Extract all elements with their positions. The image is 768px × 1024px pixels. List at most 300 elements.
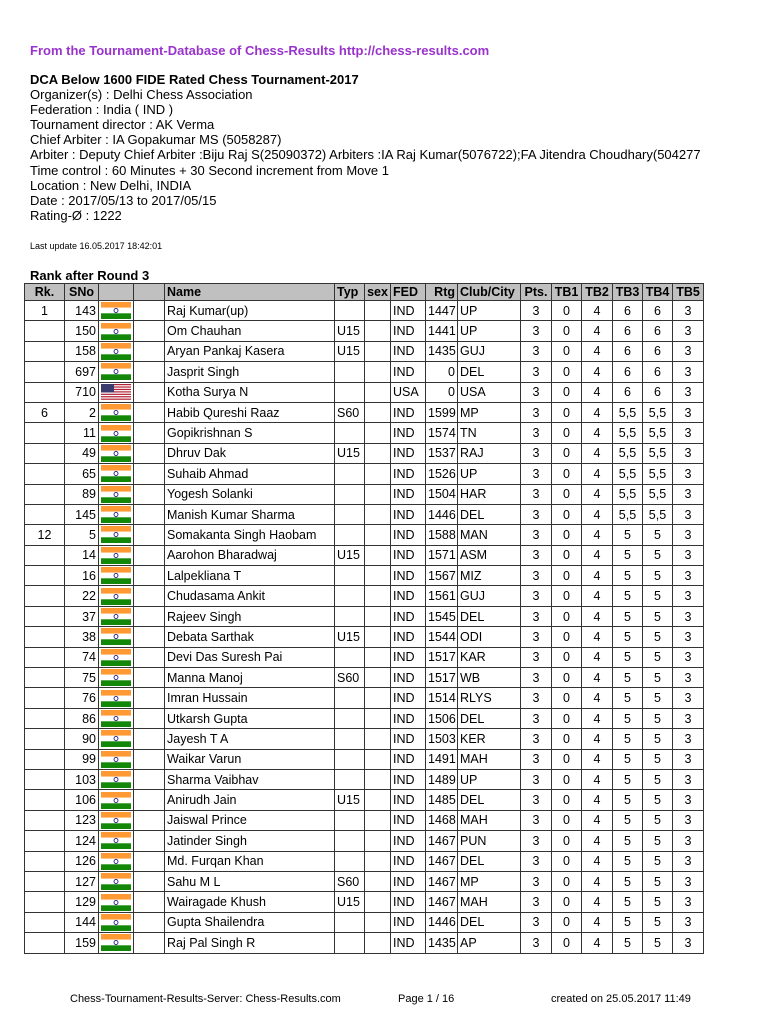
table-row xyxy=(25,933,704,953)
cell-tb4: 5 xyxy=(643,831,673,851)
table-row xyxy=(25,301,704,321)
cell-fed: IND xyxy=(391,464,426,484)
table-row xyxy=(25,423,704,443)
cell-tb2: 4 xyxy=(582,362,613,382)
footer-page: Page 1 / 16 xyxy=(398,993,455,1005)
cell-club: GUJ xyxy=(458,586,521,606)
cell-name: Manna Manoj xyxy=(165,668,335,688)
cell-club: UP xyxy=(458,464,521,484)
header-points: Pts. xyxy=(521,284,552,301)
india-flag-icon xyxy=(99,627,134,647)
india-flag-icon xyxy=(99,688,134,708)
cell-rank xyxy=(25,647,65,667)
cell-sex xyxy=(365,729,391,749)
table-row xyxy=(25,382,704,402)
cell-fed: IND xyxy=(391,545,426,565)
table-row xyxy=(25,606,704,626)
header-blank xyxy=(134,284,165,301)
cell-tb3: 5 xyxy=(613,851,643,871)
cell-club: MIZ xyxy=(458,566,521,586)
cell-tb5: 3 xyxy=(673,810,704,830)
table-row xyxy=(25,586,704,606)
cell-rating: 1574 xyxy=(426,423,458,443)
cell-typ: U15 xyxy=(335,321,365,341)
cell-tb1: 0 xyxy=(552,566,582,586)
india-flag-icon xyxy=(99,708,134,728)
cell-fed: IND xyxy=(391,341,426,361)
table-row xyxy=(25,708,704,728)
cell-rank: 1 xyxy=(25,301,65,321)
cell-rating: 1489 xyxy=(426,769,458,789)
cell-sno: 143 xyxy=(65,301,99,321)
cell-sex xyxy=(365,341,391,361)
cell-tb2: 4 xyxy=(582,586,613,606)
cell-rank xyxy=(25,586,65,606)
cell-sno: 76 xyxy=(65,688,99,708)
cell-club: KAR xyxy=(458,647,521,667)
cell-blank xyxy=(134,627,165,647)
header-tb5: TB5 xyxy=(673,284,704,301)
cell-points: 3 xyxy=(521,668,552,688)
cell-blank xyxy=(134,871,165,891)
cell-sex xyxy=(365,301,391,321)
cell-typ xyxy=(335,464,365,484)
cell-name: Wairagade Khush xyxy=(165,892,335,912)
cell-points: 3 xyxy=(521,688,552,708)
cell-tb2: 4 xyxy=(582,668,613,688)
header-typ: Typ xyxy=(335,284,365,301)
india-flag-icon xyxy=(99,402,134,422)
cell-tb5: 3 xyxy=(673,382,704,402)
cell-rank xyxy=(25,627,65,647)
india-flag-icon xyxy=(99,871,134,891)
cell-tb5: 3 xyxy=(673,504,704,524)
cell-blank xyxy=(134,484,165,504)
cell-name: Devi Das Suresh Pai xyxy=(165,647,335,667)
cell-name: Imran Hussain xyxy=(165,688,335,708)
cell-sno: 14 xyxy=(65,545,99,565)
table-row xyxy=(25,769,704,789)
india-flag-icon xyxy=(99,525,134,545)
cell-tb1: 0 xyxy=(552,668,582,688)
cell-rating: 1467 xyxy=(426,871,458,891)
cell-tb4: 5 xyxy=(643,851,673,871)
cell-rank xyxy=(25,871,65,891)
cell-club: GUJ xyxy=(458,341,521,361)
cell-tb1: 0 xyxy=(552,341,582,361)
cell-sex xyxy=(365,933,391,953)
cell-tb2: 4 xyxy=(582,749,613,769)
cell-sex xyxy=(365,525,391,545)
cell-tb3: 5 xyxy=(613,688,643,708)
cell-fed: IND xyxy=(391,484,426,504)
cell-blank xyxy=(134,545,165,565)
table-row xyxy=(25,729,704,749)
cell-typ xyxy=(335,484,365,504)
cell-points: 3 xyxy=(521,504,552,524)
table-row xyxy=(25,545,704,565)
cell-sex xyxy=(365,443,391,463)
cell-tb3: 5 xyxy=(613,566,643,586)
source-link[interactable]: From the Tournament-Database of Chess-Results http://chess-results.com xyxy=(30,43,490,58)
cell-rank xyxy=(25,606,65,626)
cell-fed: IND xyxy=(391,851,426,871)
cell-tb5: 3 xyxy=(673,443,704,463)
cell-tb5: 3 xyxy=(673,708,704,728)
cell-tb4: 5 xyxy=(643,871,673,891)
cell-tb3: 5,5 xyxy=(613,443,643,463)
cell-tb2: 4 xyxy=(582,729,613,749)
cell-rating: 1485 xyxy=(426,790,458,810)
cell-rating: 0 xyxy=(426,382,458,402)
cell-sno: 5 xyxy=(65,525,99,545)
cell-tb2: 4 xyxy=(582,688,613,708)
cell-tb4: 5,5 xyxy=(643,423,673,443)
cell-tb5: 3 xyxy=(673,627,704,647)
cell-points: 3 xyxy=(521,423,552,443)
cell-sno: 106 xyxy=(65,790,99,810)
cell-club: WB xyxy=(458,668,521,688)
cell-points: 3 xyxy=(521,301,552,321)
cell-sno: 65 xyxy=(65,464,99,484)
cell-tb5: 3 xyxy=(673,912,704,932)
cell-name: Debata Sarthak xyxy=(165,627,335,647)
cell-sex xyxy=(365,749,391,769)
cell-name: Kotha Surya N xyxy=(165,382,335,402)
cell-sex xyxy=(365,912,391,932)
cell-typ xyxy=(335,688,365,708)
cell-tb3: 5,5 xyxy=(613,464,643,484)
cell-blank xyxy=(134,729,165,749)
cell-points: 3 xyxy=(521,443,552,463)
cell-typ xyxy=(335,647,365,667)
cell-typ xyxy=(335,851,365,871)
cell-name: Jasprit Singh xyxy=(165,362,335,382)
cell-typ xyxy=(335,504,365,524)
india-flag-icon xyxy=(99,362,134,382)
cell-sex xyxy=(365,504,391,524)
cell-rank xyxy=(25,362,65,382)
cell-tb1: 0 xyxy=(552,402,582,422)
cell-sex xyxy=(365,668,391,688)
cell-rating: 1506 xyxy=(426,708,458,728)
cell-sex xyxy=(365,851,391,871)
india-flag-icon xyxy=(99,545,134,565)
india-flag-icon xyxy=(99,729,134,749)
cell-tb2: 4 xyxy=(582,810,613,830)
cell-tb5: 3 xyxy=(673,668,704,688)
cell-tb5: 3 xyxy=(673,301,704,321)
header-tb3: TB3 xyxy=(613,284,643,301)
cell-blank xyxy=(134,749,165,769)
cell-tb3: 5 xyxy=(613,729,643,749)
table-row xyxy=(25,831,704,851)
cell-tb4: 5 xyxy=(643,749,673,769)
cell-tb3: 6 xyxy=(613,301,643,321)
cell-tb1: 0 xyxy=(552,382,582,402)
cell-tb1: 0 xyxy=(552,729,582,749)
tournament-title: DCA Below 1600 FIDE Rated Chess Tournament-2017 xyxy=(30,72,359,87)
cell-rating: 1435 xyxy=(426,933,458,953)
cell-fed: IND xyxy=(391,749,426,769)
cell-name: Sharma Vaibhav xyxy=(165,769,335,789)
cell-blank xyxy=(134,851,165,871)
cell-rating: 1526 xyxy=(426,464,458,484)
cell-tb3: 6 xyxy=(613,362,643,382)
cell-typ xyxy=(335,362,365,382)
cell-sno: 16 xyxy=(65,566,99,586)
cell-rank xyxy=(25,668,65,688)
usa-flag-icon xyxy=(99,382,134,402)
cell-points: 3 xyxy=(521,810,552,830)
cell-sno: 11 xyxy=(65,423,99,443)
india-flag-icon xyxy=(99,423,134,443)
cell-club: KER xyxy=(458,729,521,749)
cell-blank xyxy=(134,912,165,932)
cell-tb4: 5 xyxy=(643,708,673,728)
cell-tb4: 6 xyxy=(643,321,673,341)
cell-tb2: 4 xyxy=(582,647,613,667)
cell-blank xyxy=(134,341,165,361)
cell-fed: IND xyxy=(391,729,426,749)
cell-tb5: 3 xyxy=(673,851,704,871)
cell-rank xyxy=(25,729,65,749)
cell-rating: 1446 xyxy=(426,504,458,524)
cell-tb3: 5 xyxy=(613,749,643,769)
cell-sno: 123 xyxy=(65,810,99,830)
cell-rank xyxy=(25,341,65,361)
cell-rating: 1435 xyxy=(426,341,458,361)
table-row xyxy=(25,341,704,361)
table-row xyxy=(25,321,704,341)
cell-rank xyxy=(25,545,65,565)
cell-rating: 1599 xyxy=(426,402,458,422)
cell-tb2: 4 xyxy=(582,708,613,728)
cell-tb1: 0 xyxy=(552,912,582,932)
cell-tb5: 3 xyxy=(673,688,704,708)
india-flag-icon xyxy=(99,790,134,810)
cell-fed: IND xyxy=(391,504,426,524)
cell-rank xyxy=(25,912,65,932)
india-flag-icon xyxy=(99,504,134,524)
cell-sno: 103 xyxy=(65,769,99,789)
cell-tb5: 3 xyxy=(673,729,704,749)
cell-tb4: 5 xyxy=(643,790,673,810)
cell-typ: U15 xyxy=(335,892,365,912)
cell-sex xyxy=(365,831,391,851)
cell-rank xyxy=(25,831,65,851)
table-row xyxy=(25,810,704,830)
cell-tb4: 5 xyxy=(643,892,673,912)
table-row xyxy=(25,790,704,810)
cell-name: Chudasama Ankit xyxy=(165,586,335,606)
cell-points: 3 xyxy=(521,892,552,912)
cell-tb1: 0 xyxy=(552,464,582,484)
cell-rank xyxy=(25,504,65,524)
cell-typ: U15 xyxy=(335,627,365,647)
cell-blank xyxy=(134,423,165,443)
cell-tb3: 5 xyxy=(613,892,643,912)
cell-typ: U15 xyxy=(335,341,365,361)
cell-sex xyxy=(365,892,391,912)
cell-name: Dhruv Dak xyxy=(165,443,335,463)
cell-points: 3 xyxy=(521,484,552,504)
cell-tb2: 4 xyxy=(582,933,613,953)
cell-rank: 6 xyxy=(25,402,65,422)
cell-rating: 1467 xyxy=(426,851,458,871)
cell-points: 3 xyxy=(521,790,552,810)
cell-club: UP xyxy=(458,301,521,321)
cell-tb1: 0 xyxy=(552,504,582,524)
cell-rating: 1537 xyxy=(426,443,458,463)
cell-name: Manish Kumar Sharma xyxy=(165,504,335,524)
cell-rank xyxy=(25,749,65,769)
cell-tb3: 5 xyxy=(613,708,643,728)
cell-fed: IND xyxy=(391,810,426,830)
cell-rating: 1517 xyxy=(426,668,458,688)
cell-tb5: 3 xyxy=(673,464,704,484)
table-row xyxy=(25,362,704,382)
cell-name: Gupta Shailendra xyxy=(165,912,335,932)
cell-rating: 1567 xyxy=(426,566,458,586)
cell-blank xyxy=(134,810,165,830)
cell-tb4: 5 xyxy=(643,525,673,545)
cell-club: MAH xyxy=(458,749,521,769)
cell-sno: 129 xyxy=(65,892,99,912)
cell-points: 3 xyxy=(521,647,552,667)
cell-tb5: 3 xyxy=(673,769,704,789)
cell-tb2: 4 xyxy=(582,566,613,586)
cell-typ: U15 xyxy=(335,545,365,565)
cell-tb2: 4 xyxy=(582,301,613,321)
cell-fed: IND xyxy=(391,627,426,647)
cell-tb2: 4 xyxy=(582,321,613,341)
cell-tb2: 4 xyxy=(582,484,613,504)
cell-tb2: 4 xyxy=(582,871,613,891)
cell-tb4: 5,5 xyxy=(643,504,673,524)
cell-sno: 86 xyxy=(65,708,99,728)
cell-tb2: 4 xyxy=(582,443,613,463)
cell-tb1: 0 xyxy=(552,443,582,463)
cell-tb5: 3 xyxy=(673,402,704,422)
cell-points: 3 xyxy=(521,627,552,647)
cell-tb3: 5 xyxy=(613,790,643,810)
cell-name: Anirudh Jain xyxy=(165,790,335,810)
cell-tb5: 3 xyxy=(673,525,704,545)
cell-tb2: 4 xyxy=(582,912,613,932)
cell-tb1: 0 xyxy=(552,871,582,891)
cell-points: 3 xyxy=(521,831,552,851)
cell-typ xyxy=(335,423,365,443)
cell-club: TN xyxy=(458,423,521,443)
header-sno: SNo xyxy=(65,284,99,301)
cell-name: Jaiswal Prince xyxy=(165,810,335,830)
cell-tb3: 5 xyxy=(613,871,643,891)
cell-sno: 124 xyxy=(65,831,99,851)
cell-club: DEL xyxy=(458,606,521,626)
cell-name: Sahu M L xyxy=(165,871,335,891)
cell-sno: 144 xyxy=(65,912,99,932)
cell-tb2: 4 xyxy=(582,341,613,361)
cell-rank xyxy=(25,790,65,810)
cell-tb3: 5 xyxy=(613,525,643,545)
cell-name: Aryan Pankaj Kasera xyxy=(165,341,335,361)
cell-points: 3 xyxy=(521,382,552,402)
table-row xyxy=(25,525,704,545)
cell-fed: IND xyxy=(391,586,426,606)
cell-tb5: 3 xyxy=(673,892,704,912)
table-row xyxy=(25,402,704,422)
cell-name: Raj Pal Singh R xyxy=(165,933,335,953)
cell-tb2: 4 xyxy=(582,627,613,647)
cell-club: DEL xyxy=(458,362,521,382)
cell-tb4: 5,5 xyxy=(643,464,673,484)
cell-tb3: 5,5 xyxy=(613,423,643,443)
cell-sex xyxy=(365,586,391,606)
cell-fed: IND xyxy=(391,708,426,728)
cell-blank xyxy=(134,464,165,484)
header-tb2: TB2 xyxy=(582,284,613,301)
cell-blank xyxy=(134,525,165,545)
india-flag-icon xyxy=(99,912,134,932)
cell-tb1: 0 xyxy=(552,362,582,382)
cell-tb4: 5 xyxy=(643,627,673,647)
cell-sno: 159 xyxy=(65,933,99,953)
cell-tb1: 0 xyxy=(552,647,582,667)
cell-blank xyxy=(134,688,165,708)
cell-rating: 1503 xyxy=(426,729,458,749)
cell-tb4: 5 xyxy=(643,606,673,626)
rank-title: Rank after Round 3 xyxy=(30,268,150,283)
cell-club: MAH xyxy=(458,892,521,912)
cell-tb1: 0 xyxy=(552,586,582,606)
cell-tb3: 5 xyxy=(613,668,643,688)
cell-typ xyxy=(335,933,365,953)
header-tb4: TB4 xyxy=(643,284,673,301)
cell-tb4: 5 xyxy=(643,545,673,565)
cell-sno: 145 xyxy=(65,504,99,524)
cell-name: Suhaib Ahmad xyxy=(165,464,335,484)
cell-rank xyxy=(25,688,65,708)
cell-rating: 1504 xyxy=(426,484,458,504)
cell-fed: IND xyxy=(391,647,426,667)
cell-club: MAH xyxy=(458,810,521,830)
india-flag-icon xyxy=(99,321,134,341)
india-flag-icon xyxy=(99,301,134,321)
india-flag-icon xyxy=(99,933,134,953)
cell-fed: IND xyxy=(391,525,426,545)
cell-tb3: 5 xyxy=(613,912,643,932)
cell-club: ODI xyxy=(458,627,521,647)
tournament-info xyxy=(30,72,701,223)
cell-fed: IND xyxy=(391,362,426,382)
table-header-row xyxy=(25,284,704,301)
cell-blank xyxy=(134,647,165,667)
cell-name: Somakanta Singh Haobam xyxy=(165,525,335,545)
cell-fed: IND xyxy=(391,790,426,810)
cell-blank xyxy=(134,790,165,810)
cell-name: Aarohon Bharadwaj xyxy=(165,545,335,565)
cell-rank xyxy=(25,382,65,402)
cell-rank xyxy=(25,708,65,728)
cell-sex xyxy=(365,382,391,402)
cell-club: DEL xyxy=(458,790,521,810)
cell-tb5: 3 xyxy=(673,749,704,769)
cell-tb3: 5 xyxy=(613,586,643,606)
cell-tb1: 0 xyxy=(552,525,582,545)
cell-sno: 22 xyxy=(65,586,99,606)
cell-sex xyxy=(365,362,391,382)
